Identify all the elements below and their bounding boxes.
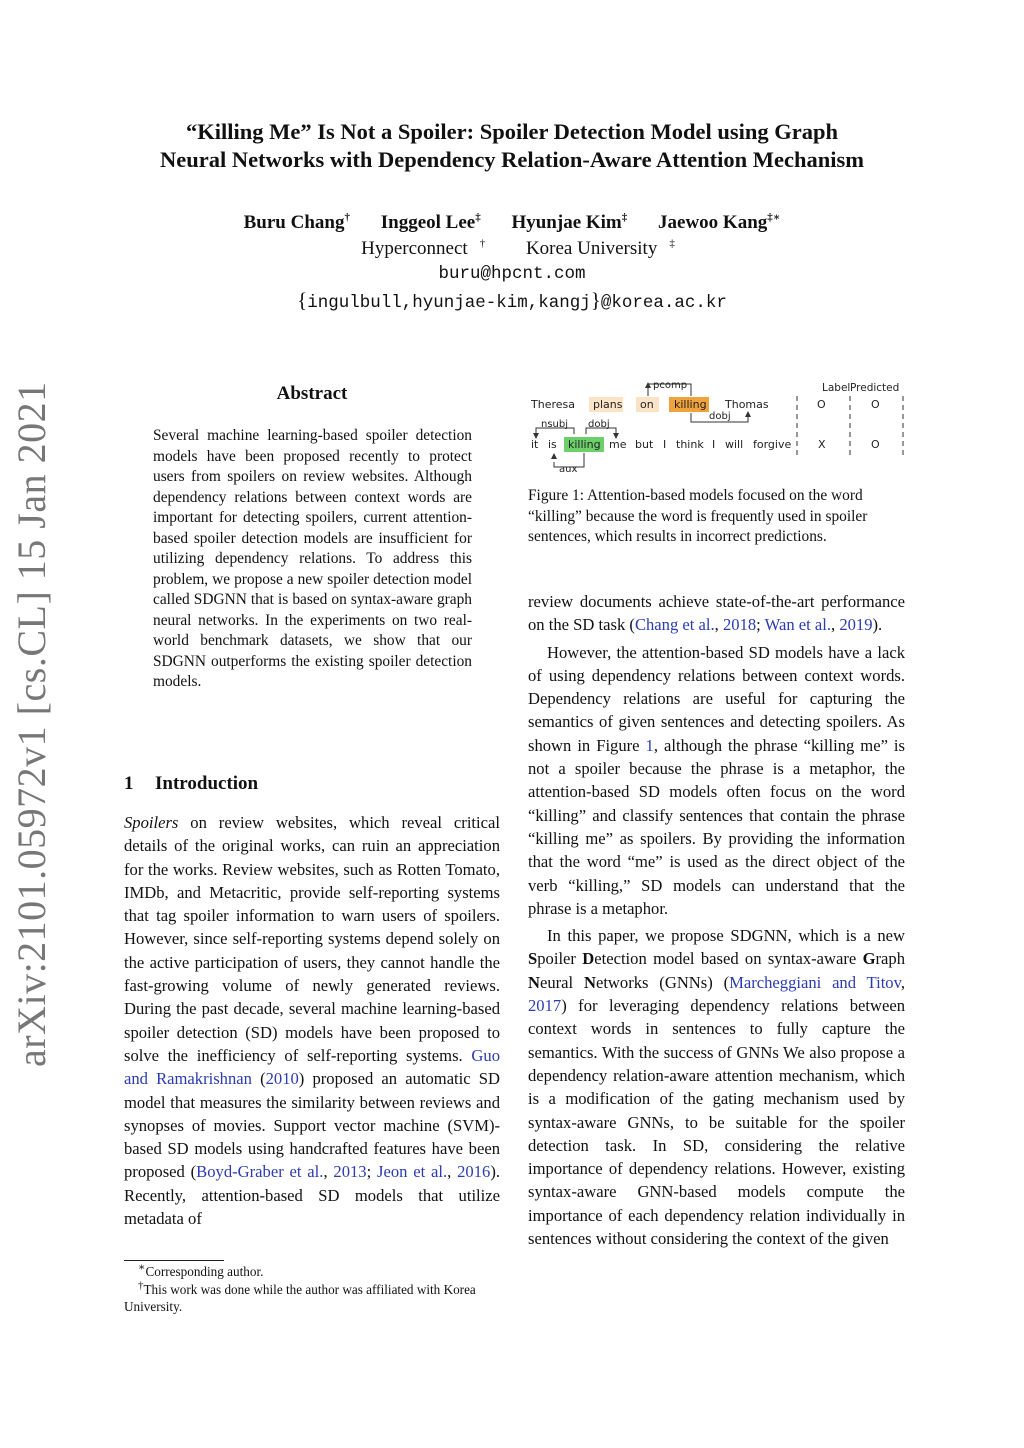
figure-predicted-header: Predicted	[850, 382, 900, 394]
author-list	[80, 212, 944, 234]
email-hyperconnect: buru@hpcnt.com	[438, 264, 586, 284]
citation-link[interactable]: Chang et al.	[634, 615, 715, 635]
s2-word: I	[663, 438, 667, 451]
citation-link[interactable]: Marcheggiani and Titov	[729, 972, 901, 992]
abstract-heading: Abstract	[276, 383, 348, 404]
s2-label: X	[818, 438, 826, 451]
rel-dobj: dobj	[588, 419, 610, 430]
author: Buru Chang†	[243, 211, 350, 233]
rel-pcomp: pcomp	[653, 380, 688, 391]
section-heading	[124, 773, 258, 795]
rel-dobj-top: dobj	[709, 411, 731, 422]
citation-link[interactable]: Wan et al.	[764, 615, 832, 635]
s1-word: Thomas	[725, 398, 769, 411]
s2-word: me	[609, 438, 627, 451]
s2-word: think	[676, 438, 704, 451]
affiliation: Korea University ‡	[525, 237, 675, 259]
s1-label: O	[817, 398, 826, 411]
title-line-2: Neural Networks with Dependency Relation-Aware Attention Mechanism	[159, 147, 865, 172]
arxiv-identifier: arXiv:2101.05972v1 [cs.CL] 15 Jan 2021	[9, 381, 54, 1067]
intro-left-column	[124, 811, 500, 1230]
author: Inggeol Lee‡	[380, 211, 481, 233]
section-title: Introduction	[155, 773, 259, 794]
s1-word: on	[640, 398, 654, 411]
figure-1-diagram	[526, 376, 910, 476]
footnotes	[124, 1263, 500, 1316]
footnote-2: †This work was done while the author was affiliated with Korea University.	[124, 1279, 476, 1314]
citation-year-link[interactable]: 2017	[528, 996, 562, 1016]
s1-word: killing	[674, 398, 707, 411]
citation-year-link[interactable]: 2018	[722, 615, 757, 635]
s1-predicted: O	[871, 398, 880, 411]
author: Hyunjae Kim‡	[511, 211, 628, 233]
citation-link[interactable]: Guo and Ramakrishnan	[124, 1045, 500, 1089]
s2-predicted: O	[871, 438, 880, 451]
figure-1-caption: Figure 1: Attention-based models focused on the word “killing” because the word is frequently used in spoiler sentences, which results in incorrect predictions.	[528, 487, 868, 545]
arrow-head	[645, 382, 651, 388]
section-number: 1	[124, 773, 134, 794]
footnote-1: ∗Corresponding author.	[138, 1261, 264, 1279]
citation-year-link[interactable]: 2013	[333, 1162, 367, 1182]
s2-word: I	[712, 438, 716, 451]
citation-link[interactable]: Jeon et al.	[377, 1162, 448, 1182]
s1-word: plans	[593, 398, 623, 411]
arrow-head	[551, 453, 557, 459]
citation-year-link[interactable]: 2019	[839, 615, 873, 635]
author: Jaewoo Kang‡∗	[658, 211, 781, 233]
rel-nsubj: nsubj	[541, 419, 569, 430]
abstract-text: Several machine learning-based spoiler detection models have been proposed recently to protect users from spoilers on review websites. Although dependency relations between context words are important for detecting spoilers, current attention-based spoiler detection models are insufficient for utilizing dependency relations. To address this problem, we propose a new spoiler detection model called SDGNN that is based on syntax-aware graph neural networks. In the experiments on two real-world benchmark datasets, we show that our SDGNN outperforms the existing spoiler detection models.	[153, 427, 472, 690]
figure-label-header: Label	[822, 382, 851, 394]
paper-title	[80, 118, 944, 174]
rel-aux: aux	[559, 464, 578, 475]
arrow-head	[745, 411, 751, 417]
s2-word: it	[531, 438, 539, 451]
s2-word: forgive	[753, 438, 792, 451]
s2-word: but	[635, 438, 654, 451]
intro-paragraph-2: However, the attention-based SD models have a lack of using dependency relations between context words. Dependency relations are useful for capturing the semantics of given sentences and detecting spoilers. As shown in Figure 1, although the phrase “killing me” is not a spoiler because the phrase is a metaphor, the attention-based SD models often focus on the word “killing” and classify sentences that contain the phrase “killing me” as spoilers. By providing the information that the word “me” is used as the direct object of the verb “killing,” SD models can understand that the phrase is a metaphor.	[528, 642, 905, 918]
citation-year-link[interactable]: 2010	[265, 1069, 299, 1089]
intro-paragraph-1: Spoilers on review websites, which reveal critical details of the original works, can ruin an appreciation for the works. Review websites, such as Rotten Tomato, IMDb, and Metacritic, provide self-reporting systems that tag spoiler information to warn users of spoilers. However, since self-reporting systems depend solely on the active participation of users, they cannot handle the fast-growing volume of newly generated reviews. During the past decade, several machine learning-based spoiler detection (SD) models have been proposed to solve the inefficiency of self-reporting systems. Guo and Ramakrishnan (2010) proposed an automatic SD model that measures the similarity between reviews and synopses of movies. Support vector machine (SVM)-based SD models using handcrafted features have been proposed (Boyd-Graber et al., 2013; Jeon et al., 2016). Recently, attention-based SD models that utilize metadata of	[124, 813, 500, 1229]
title-line-1: “Killing Me” Is Not a Spoiler: Spoiler Detection Model using Graph	[185, 119, 839, 144]
s2-word: is	[548, 438, 557, 451]
affiliation: Hyperconnect †	[361, 237, 486, 259]
s2-word: killing	[568, 438, 601, 451]
s1-word: Theresa	[531, 398, 575, 411]
figure-ref-link[interactable]: 1	[645, 735, 654, 755]
email-korea: {ingulbull,hyunjae-kim,kangj}@korea.ac.kr	[297, 288, 727, 313]
intro-right-column	[528, 590, 905, 1250]
affiliations	[80, 238, 944, 260]
citation-year-link[interactable]: 2016	[457, 1162, 491, 1182]
intro-paragraph-3: In this paper, we propose SDGNN, which is a new Spoiler Detection model based on syntax-aware Graph Neural Networks (GNNs) (Marcheggiani and Titov, 2017) for leveraging dependency relations between context words in sentences to fully capture the semantics. With the success of GNNs We also propose a dependency relation-aware attention mechanism, which is a modification of the gating mechanism used by syntax-aware GNNs, to be suitable for the spoiler detection task. In SD, considering the relative importance of dependency relations. However, existing syntax-aware GNN-based models compute the importance of each dependency relation individually in sentences without considering the context of the given	[528, 926, 905, 1249]
s2-word: will	[725, 438, 744, 451]
citation-link[interactable]: Boyd-Graber et al.	[196, 1162, 324, 1182]
intro-paragraph-1-cont: review documents achieve state-of-the-art performance on the SD task (Chang et al., 2018; Wan et al., 2019).	[528, 592, 905, 635]
